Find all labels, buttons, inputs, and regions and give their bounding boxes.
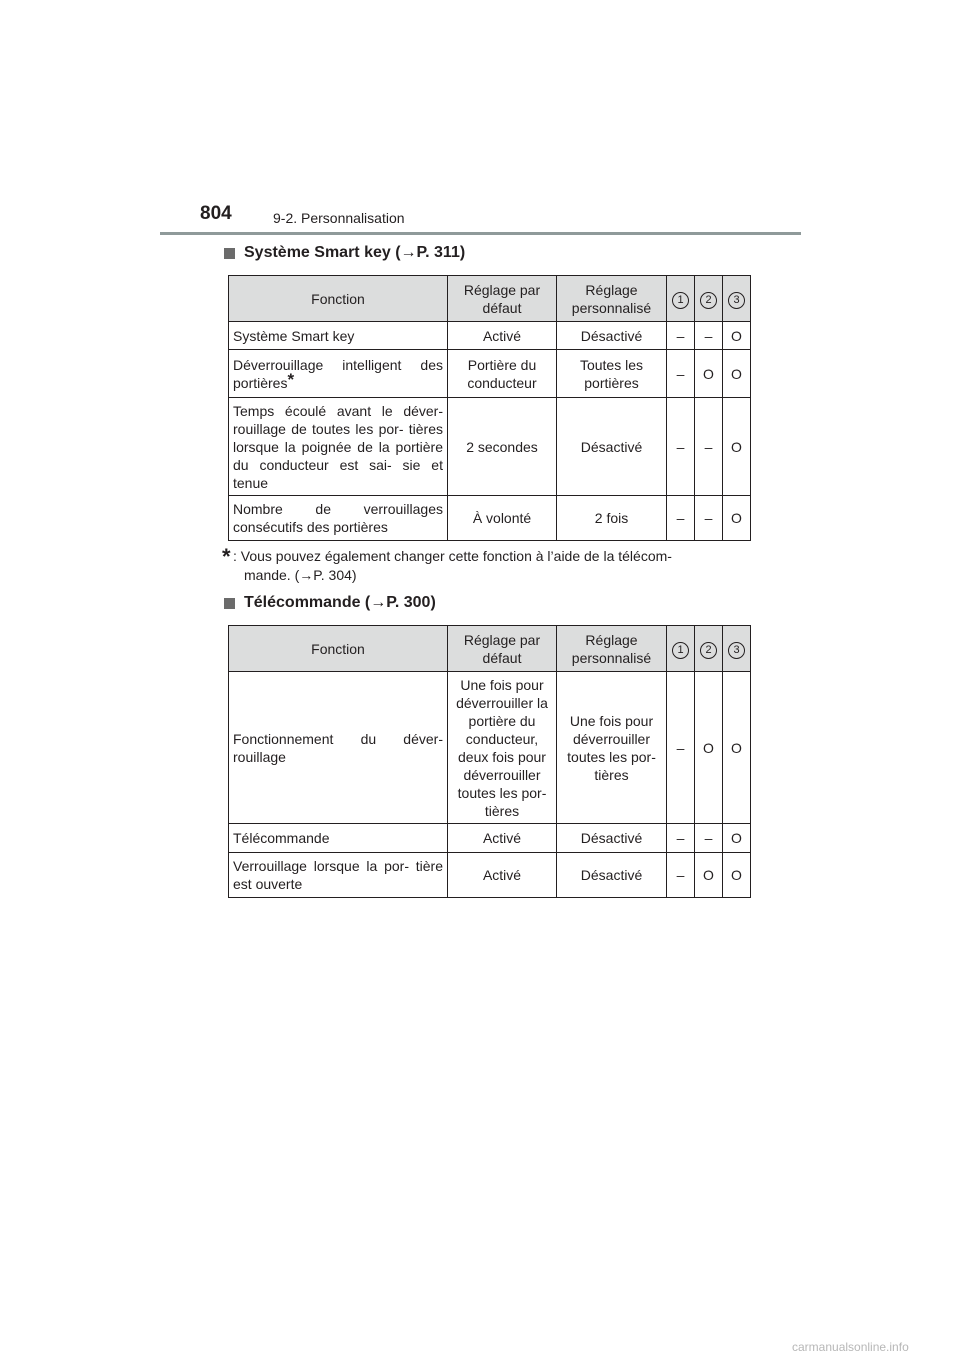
cell-custom: Désactivé xyxy=(557,398,667,496)
cell-default: Une fois pour déverrouiller la portière du conducteur, deux fois pour déverrouiller toutes les por- tières xyxy=(448,672,557,824)
table-header-row xyxy=(229,626,751,672)
cell-custom: Une fois pour déverrouiller toutes les por- tières xyxy=(557,672,667,824)
circled-number-1-icon: 1 xyxy=(672,292,689,309)
footnote-star: * xyxy=(222,544,231,569)
table-row xyxy=(229,824,751,853)
cell-custom: Désactivé xyxy=(557,824,667,853)
table-row xyxy=(229,398,751,496)
col-header-fonction: Fonction xyxy=(229,626,448,672)
cell-mode-2: O xyxy=(695,853,723,898)
cell-mode-1: – xyxy=(667,496,695,541)
cell-mode-3: O xyxy=(723,824,751,853)
cell-custom: Désactivé xyxy=(557,853,667,898)
cell-function: Télécommande xyxy=(229,824,448,853)
cell-function: Nombre de verrouillages consécutifs des portières xyxy=(229,496,448,541)
cell-default: Activé xyxy=(448,322,557,350)
header-rule xyxy=(160,232,801,235)
cell-mode-1: – xyxy=(667,322,695,350)
cell-custom: 2 fois xyxy=(557,496,667,541)
cell-mode-2: – xyxy=(695,322,723,350)
footnote xyxy=(222,544,752,585)
cell-default: Activé xyxy=(448,853,557,898)
section-title: 9-2. Personnalisation xyxy=(273,210,405,226)
table-row xyxy=(229,322,751,350)
col-header-default: Réglage par défaut xyxy=(448,276,557,322)
col-header-custom: Réglage personnalisé xyxy=(557,276,667,322)
cell-function-text: Déverrouillage intelligent des portières xyxy=(233,356,443,391)
footnote-marker: * xyxy=(287,369,295,389)
cell-mode-2: – xyxy=(695,824,723,853)
cell-default: À volonté xyxy=(448,496,557,541)
cell-custom: Toutes les portières xyxy=(557,350,667,398)
col-header-fonction: Fonction xyxy=(229,276,448,322)
cell-default: 2 secondes xyxy=(448,398,557,496)
watermark: carmanualsonline.info xyxy=(792,1340,909,1354)
col-header-default: Réglage par défaut xyxy=(448,626,557,672)
table-header-row xyxy=(229,276,751,322)
cell-mode-1: – xyxy=(667,350,695,398)
cell-mode-2: O xyxy=(695,350,723,398)
subheading-smart-key-text: Système Smart key (→P. 311) xyxy=(244,244,466,261)
circled-number-2-icon: 2 xyxy=(700,642,717,659)
subheading-smart-key xyxy=(224,244,465,262)
cell-mode-3: O xyxy=(723,853,751,898)
cell-mode-1: – xyxy=(667,398,695,496)
cell-default: Portière du conducteur xyxy=(448,350,557,398)
table-row xyxy=(229,853,751,898)
cell-function: Fonctionnement du déver- rouillage xyxy=(229,672,448,824)
subheading-telecommande xyxy=(224,594,436,612)
table-row xyxy=(229,350,751,398)
table-row xyxy=(229,496,751,541)
footnote-line-1: : Vous pouvez également changer cette fonction à l’aide de la télécom- xyxy=(233,548,672,564)
cell-default: Activé xyxy=(448,824,557,853)
cell-mode-1: – xyxy=(667,672,695,824)
cell-function xyxy=(229,350,448,398)
circled-number-3-icon: 3 xyxy=(728,292,745,309)
square-bullet-icon xyxy=(224,598,235,609)
table-row xyxy=(229,672,751,824)
square-bullet-icon xyxy=(224,248,235,259)
col-header-custom: Réglage personnalisé xyxy=(557,626,667,672)
cell-mode-2: – xyxy=(695,496,723,541)
cell-function: Système Smart key xyxy=(229,322,448,350)
telecommande-table xyxy=(228,625,751,898)
circled-number-3-icon: 3 xyxy=(728,642,745,659)
cell-function: Verrouillage lorsque la por- tière est ouverte xyxy=(229,853,448,898)
cell-mode-2: – xyxy=(695,398,723,496)
cell-mode-3: O xyxy=(723,672,751,824)
cell-mode-1: – xyxy=(667,824,695,853)
cell-function: Temps écoulé avant le déver- rouillage de toutes les por- tières lorsque la poignée de la portière du conducteur est sai- sie et tenue xyxy=(229,398,448,496)
footnote-line-2: mande. (→P. 304) xyxy=(244,567,357,583)
circled-number-1-icon: 1 xyxy=(672,642,689,659)
cell-custom: Désactivé xyxy=(557,322,667,350)
cell-mode-1: – xyxy=(667,853,695,898)
cell-mode-3: O xyxy=(723,322,751,350)
smart-key-table xyxy=(228,275,751,541)
cell-mode-3: O xyxy=(723,496,751,541)
circled-number-2-icon: 2 xyxy=(700,292,717,309)
cell-mode-3: O xyxy=(723,398,751,496)
subheading-telecommande-text: Télécommande (→P. 300) xyxy=(244,594,436,611)
page-number: 804 xyxy=(200,203,232,224)
cell-mode-2: O xyxy=(695,672,723,824)
cell-mode-3: O xyxy=(723,350,751,398)
